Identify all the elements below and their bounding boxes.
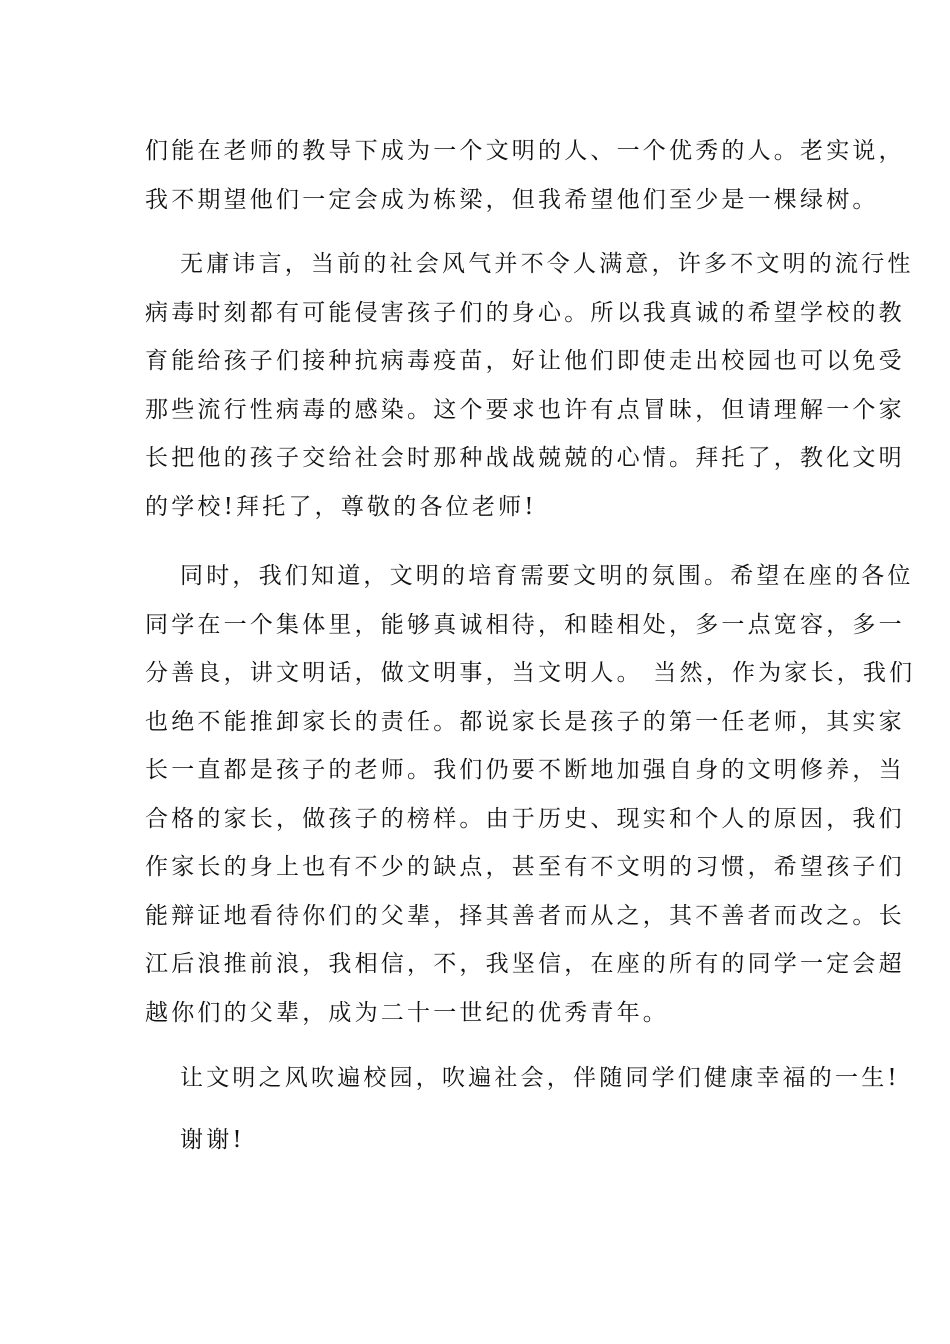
- text-line: 我不期望他们一定会成为栋梁，但我希望他们至少是一棵绿树。: [145, 186, 879, 213]
- paragraph-5: [145, 1116, 815, 1165]
- text-line: 同学在一个集体里，能够真诚相待，和睦相处，多一点宽容，多一: [145, 611, 905, 638]
- text-line: 同时，我们知道，文明的培育需要文明的氛围。希望在座的各位: [180, 563, 914, 589]
- text-line: 育能给孩子们接种抗病毒疫苗，好让他们即使走出校园也可以免受: [145, 348, 905, 374]
- text-line: 也绝不能推卸家长的责任。都说家长是孩子的第一任老师，其实家: [145, 708, 905, 735]
- text-line: 长把他的孩子交给社会时那种战战兢兢的心情。拜托了，教化文明: [145, 445, 905, 471]
- paragraph-3: [145, 552, 916, 1037]
- text-line: 让文明之风吹遍校园，吹遍社会，伴随同学们健康幸福的一生!: [180, 1065, 900, 1091]
- text-line: 分善良，讲文明话，做文明事，当文明人。 当然，作为家长，我们: [145, 660, 916, 686]
- text-line: 病毒时刻都有可能侵害孩子们的身心。所以我真诚的希望学校的教: [145, 299, 905, 326]
- text-line: 们能在老师的教导下成为一个文明的人、一个优秀的人。老实说，: [145, 138, 905, 164]
- text-line: 的学校!拜托了，尊敬的各位老师!: [145, 493, 537, 520]
- paragraph-1: [145, 127, 905, 224]
- text-line: 能辩证地看待你们的父辈，择其善者而从之，其不善者而改之。长: [145, 902, 905, 929]
- paragraph-4: [145, 1054, 900, 1103]
- text-line: 作家长的身上也有不少的缺点，甚至有不文明的习惯，希望孩子们: [145, 854, 905, 880]
- text-line: 谢谢!: [180, 1127, 245, 1153]
- paragraph-2: [145, 240, 914, 531]
- text-line: 长一直都是孩子的老师。我们仍要不断地加强自身的文明修养，当: [145, 757, 905, 783]
- text-line: 无庸讳言，当前的社会风气并不令人满意，许多不文明的流行性: [180, 251, 914, 277]
- text-line: 江后浪推前浪，我相信，不，我坚信，在座的所有的同学一定会超: [145, 951, 905, 977]
- text-line: 那些流行性病毒的感染。这个要求也许有点冒昧，但请理解一个家: [145, 396, 905, 423]
- text-line: 合格的家长，做孩子的榜样。由于历史、现实和个人的原因，我们: [145, 805, 905, 832]
- text-line: 越你们的父辈，成为二十一世纪的优秀青年。: [145, 999, 669, 1026]
